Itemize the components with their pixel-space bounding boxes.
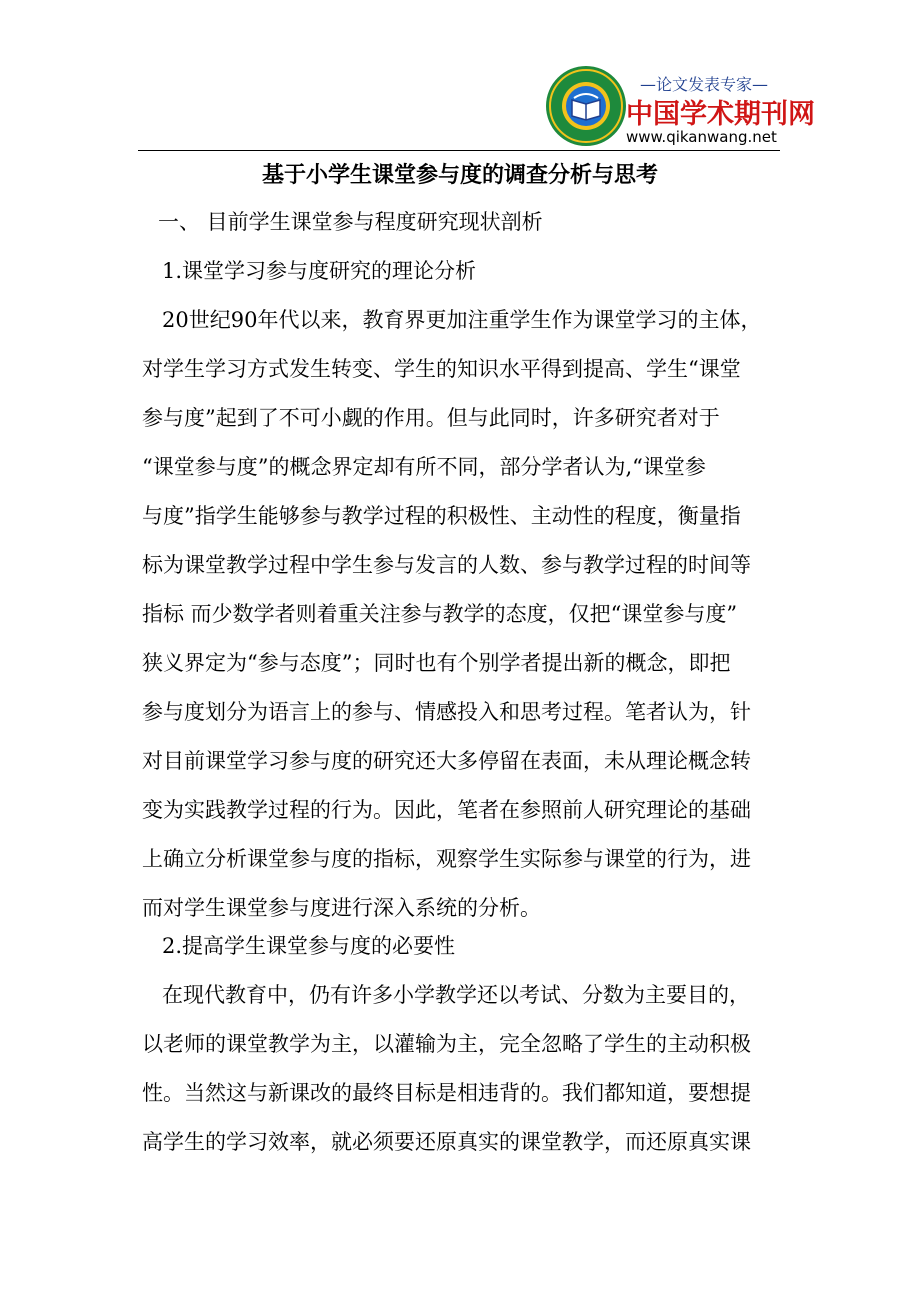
logo-brand-name: 中国学术期刊网 [626,99,815,130]
paragraph-line: “课堂参与度”的概念界定却有所不同，部分学者认为,“课堂参 [142,455,706,479]
seal-emblem-icon [544,64,628,148]
paragraph-line: 上确立分析课堂参与度的指标，观察学生实际参与课堂的行为，进 [142,847,751,871]
paragraph-line: 与度”指学生能够参与教学过程的积极性、主动性的程度，衡量指 [142,504,741,528]
paragraph-line: 标为课堂教学过程中学生参与发言的人数、参与教学过程的时间等 [142,553,751,577]
paragraph-line: 性。当然这与新课改的最终目标是相违背的。我们都知道，要想提 [142,1081,751,1105]
paragraph-line: 高学生的学习效率，就必须要还原真实的课堂教学，而还原真实课 [142,1130,751,1154]
paragraph-line: 对学生学习方式发生转变、学生的知识水平得到提高、学生“课堂 [142,357,741,381]
logo-url: www.qikanwang.net [626,128,777,146]
paragraph-line: 对目前课堂学习参与度的研究还大多停留在表面，未从理论概念转 [142,749,751,773]
section-heading-1: 一、 目前学生课堂参与程度研究现状剖析 [158,210,543,234]
paragraph-2 [142,971,774,1167]
logo-slogan: —论文发表专家— [639,75,768,94]
paragraph-line: 变为实践教学过程的行为。因此，笔者在参照前人研究理论的基础 [142,798,751,822]
paragraph-1 [142,296,774,933]
paragraph-line: 狭义界定为“参与态度”；同时也有个别学者提出新的概念，即把 [142,651,731,675]
subsection-heading-1-2: 2.提高学生课堂参与度的必要性 [162,934,456,958]
paragraph-line: 参与度划分为语言上的参与、情感投入和思考过程。笔者认为，针 [142,700,751,724]
site-logo [544,64,815,148]
paragraph-line: 在现代教育中，仍有许多小学教学还以考试、分数为主要目的， [162,983,750,1007]
header-divider [138,150,780,151]
paragraph-line: 参与度”起到了不可小觑的作用。但与此同时，许多研究者对于 [142,406,720,430]
paragraph-line: 而对学生课堂参与度进行深入系统的分析。 [142,896,541,920]
paragraph-line: 指标 而少数学者则着重关注参与教学的态度，仅把“课堂参与度” [142,602,738,626]
subsection-heading-1-1: 1.课堂学习参与度研究的理论分析 [162,259,477,283]
document-title: 基于小学生课堂参与度的调查分析与思考 [261,162,658,188]
paragraph-line: 以老师的课堂教学为主，以灌输为主，完全忽略了学生的主动积极 [142,1032,751,1056]
paragraph-line: 20世纪90年代以来，教育界更加注重学生作为课堂学习的主体， [162,308,762,332]
